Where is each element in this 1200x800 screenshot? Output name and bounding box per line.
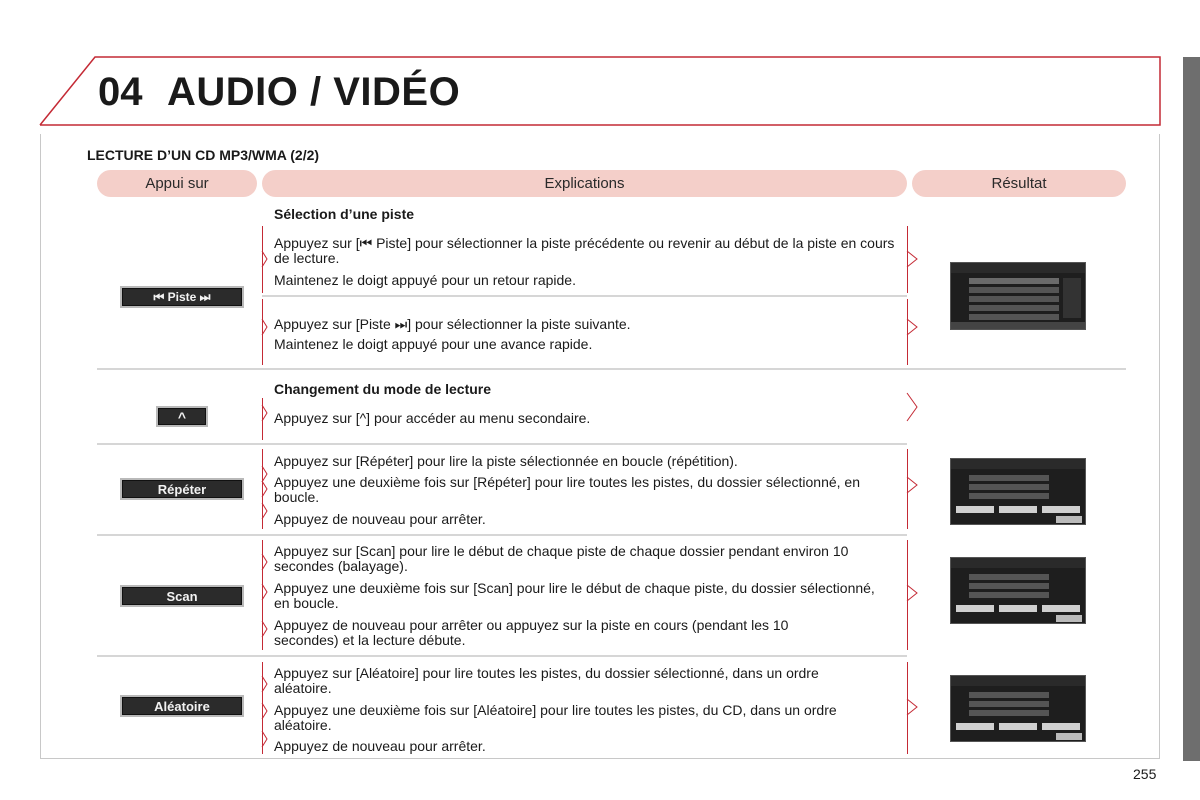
column-header-press: Appui sur [97, 170, 257, 197]
chevron-right-icon [256, 675, 268, 693]
scan-text-3: Appuyez de nouveau pour arrêter ou appuyez sur la piste en cours (pendant les 10 secondes) et la lecture débute. [274, 617, 789, 648]
chevron-right-icon [905, 584, 919, 602]
chevron-right-icon [905, 476, 919, 494]
row-separator [97, 443, 907, 445]
chevron-right-icon [256, 480, 268, 498]
repeat-text-3: Appuyez de nouveau pour arrêter. [274, 511, 486, 527]
scan-text-1: Appuyez sur [Scan] pour lire le début de chaque piste de chaque dossier pendant environ 10 secondes (balayage). [274, 543, 849, 574]
menu-text: Appuyez sur [^] pour accéder au menu secondaire. [274, 410, 591, 426]
chevron-right-icon [256, 730, 268, 748]
track-prev-hold-text: Maintenez le doigt appuyé pour un retour rapide. [274, 272, 576, 288]
chevron-right-icon [256, 702, 268, 720]
chevron-right-icon [256, 620, 268, 638]
chevron-right-icon [256, 553, 268, 571]
random-text-3: Appuyez de nouveau pour arrêter. [274, 738, 486, 754]
row-separator [262, 295, 907, 297]
scan-result-screenshot [950, 557, 1086, 624]
chevron-right-icon [905, 250, 919, 268]
row-separator [97, 655, 907, 657]
chevron-right-icon [256, 250, 268, 268]
chevron-right-icon [905, 318, 919, 336]
column-header-result: Résultat [912, 170, 1126, 197]
chevron-right-icon [905, 392, 919, 422]
repeat-text-2: Appuyez une deuxième fois sur [Répéter] pour lire toutes les pistes, du dossier sélectionné, en boucle. [274, 474, 860, 505]
chevron-right-icon [256, 404, 268, 422]
chapter-title: AUDIO / VIDÉO [167, 70, 461, 114]
scan-button[interactable]: Scan [120, 585, 244, 607]
chapter-header [0, 0, 1200, 135]
scan-text-2: Appuyez une deuxième fois sur [Scan] pour lire le début de chaque piste, du dossier sélectionné, en boucle. [274, 580, 875, 611]
row-separator [97, 368, 1126, 370]
random-result-screenshot [950, 675, 1086, 742]
side-tab [1183, 57, 1200, 761]
chevron-right-icon [905, 698, 919, 716]
track-result-screenshot [950, 262, 1086, 330]
repeat-button[interactable]: Répéter [120, 478, 244, 500]
track-next-text: Appuyez sur [Piste ⏭] pour sélectionner la piste suivante. [274, 316, 631, 332]
random-button[interactable]: Aléatoire [120, 695, 244, 717]
track-next-hold-text: Maintenez le doigt appuyé pour une avance rapide. [274, 336, 593, 352]
chapter-number: 04 [98, 70, 143, 114]
play-mode-heading: Changement du mode de lecture [274, 381, 492, 397]
chevron-right-icon [256, 583, 268, 601]
row-separator [97, 534, 907, 536]
repeat-text-1: Appuyez sur [Répéter] pour lire la piste sélectionnée en boucle (répétition). [274, 453, 738, 469]
section-title: LECTURE D’UN CD MP3/WMA (2/2) [87, 147, 320, 163]
track-button[interactable]: ⏮ Piste ⏭ [120, 286, 244, 308]
random-text-1: Appuyez sur [Aléatoire] pour lire toutes les pistes, du dossier sélectionné, dans un ordre aléatoire. [274, 665, 819, 696]
chevron-right-icon [256, 502, 268, 520]
column-header-explanations: Explications [262, 170, 907, 197]
chevron-right-icon [256, 318, 268, 336]
random-text-2: Appuyez une deuxième fois sur [Aléatoire] pour lire toutes les pistes, du CD, dans un ordre aléatoire. [274, 702, 837, 733]
secondary-menu-button[interactable]: ^ [156, 406, 208, 427]
track-prev-text: Appuyez sur [⏮ Piste] pour sélectionner la piste précédente ou revenir au début de la piste en cours de lecture. [274, 235, 895, 266]
page-number: 255 [1133, 766, 1157, 782]
track-selection-heading: Sélection d’une piste [274, 206, 415, 222]
repeat-result-screenshot [950, 458, 1086, 525]
header-frame [0, 0, 1200, 135]
